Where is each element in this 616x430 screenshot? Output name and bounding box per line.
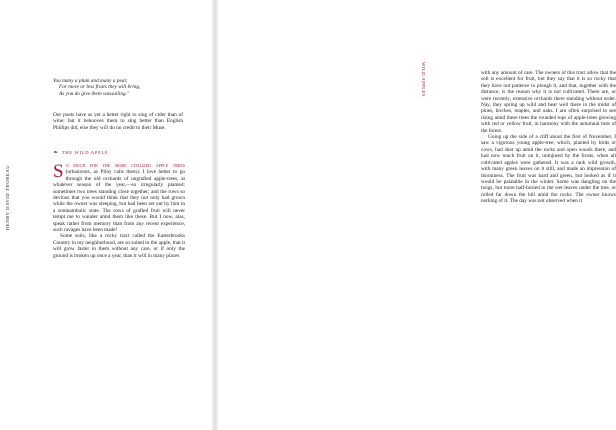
body-text-left: [53, 163, 185, 259]
paragraph: [53, 163, 185, 233]
paragraph: with any amount of care. The owners of this tract allow that the soil is excellent for fruit, but they say that it is so rocky that they have not patience to plough it, and that, together with the distance, is the reason why it is not cultivated. There are, or were recently, extensive orchards there standing without order. Nay, they spring up wild and bear well there in the midst of pines, birches, maples, and oaks. I am often surprised to see rising amid these trees the rounded tops of apple-trees glowing with red or yellow fruit, in harmony with the autumnal tints of the forest.: [481, 70, 616, 134]
verse-line: For more or less fruits they will bring,: [59, 84, 141, 91]
drop-cap: S: [53, 161, 64, 182]
fleuron-icon: ❧: [53, 150, 59, 156]
section-heading-text: THE WILD APPLE: [61, 150, 109, 155]
running-head-right: WILD APPLES: [421, 62, 426, 97]
paragraph: Some soils, like a rocky tract called the Easterbrooks Country in my neighborhood, are so suited to the apple, that it will grow faster in them without any care, or if only the ground is broken up once a year, than it will in many places: [53, 233, 185, 259]
verse-line: You many a plum and many a pear,: [53, 78, 128, 84]
lead-in: o much for the more civilized apple trees: [65, 163, 185, 169]
body-text-right: [481, 70, 616, 205]
left-page: [0, 0, 212, 430]
verse-quote: [53, 78, 183, 97]
cider-paragraph: Our poets have as yet a better right to sing of cider than of wine; but it behooves them to sing better than English Phillips did, else they will do no credit to their Muse.: [53, 112, 183, 131]
section-heading: [53, 149, 183, 159]
running-head-left: HENRY DAVID THOREAU: [5, 164, 10, 230]
verse-line: As you do give them wassailing.": [59, 90, 130, 97]
right-page: [218, 0, 616, 430]
paragraph: Going up the side of a cliff about the first of November, I saw a vigorous young apple-tree, which, planted by birds or cows, had shot up amid the rocks and open woods there, and had now much fruit on it, uninjured by the frosts, when all cultivated apples were gathered. It was a rank wild growth, with many green leaves on it still, and made an impression of thorniness. The fruit was hard and green, but looked as if it would be palatable in the winter. Some was dangling on the twigs, but more half-buried in the wet leaves under the tree, or rolled far down the hill amid the rocks. The owner knows nothing of it. The day was not observed when it: [481, 134, 616, 205]
paragraph-text: (urbaniores, as Pliny calls them). I love better to go through the old orchards of ungrafted apple-trees, at whatever season of the year,—so irregularly planted: sometimes two trees standing close together; and the rows so devious that you would think that they not only had grown while the owner was sleeping, but had been set out by him in a somnambulic state. The rows of grafted fruit will never tempt me to wander amid them like these. But I now, alas, speak rather from memory than from any recent experience, such ravages have been made!: [53, 169, 185, 234]
